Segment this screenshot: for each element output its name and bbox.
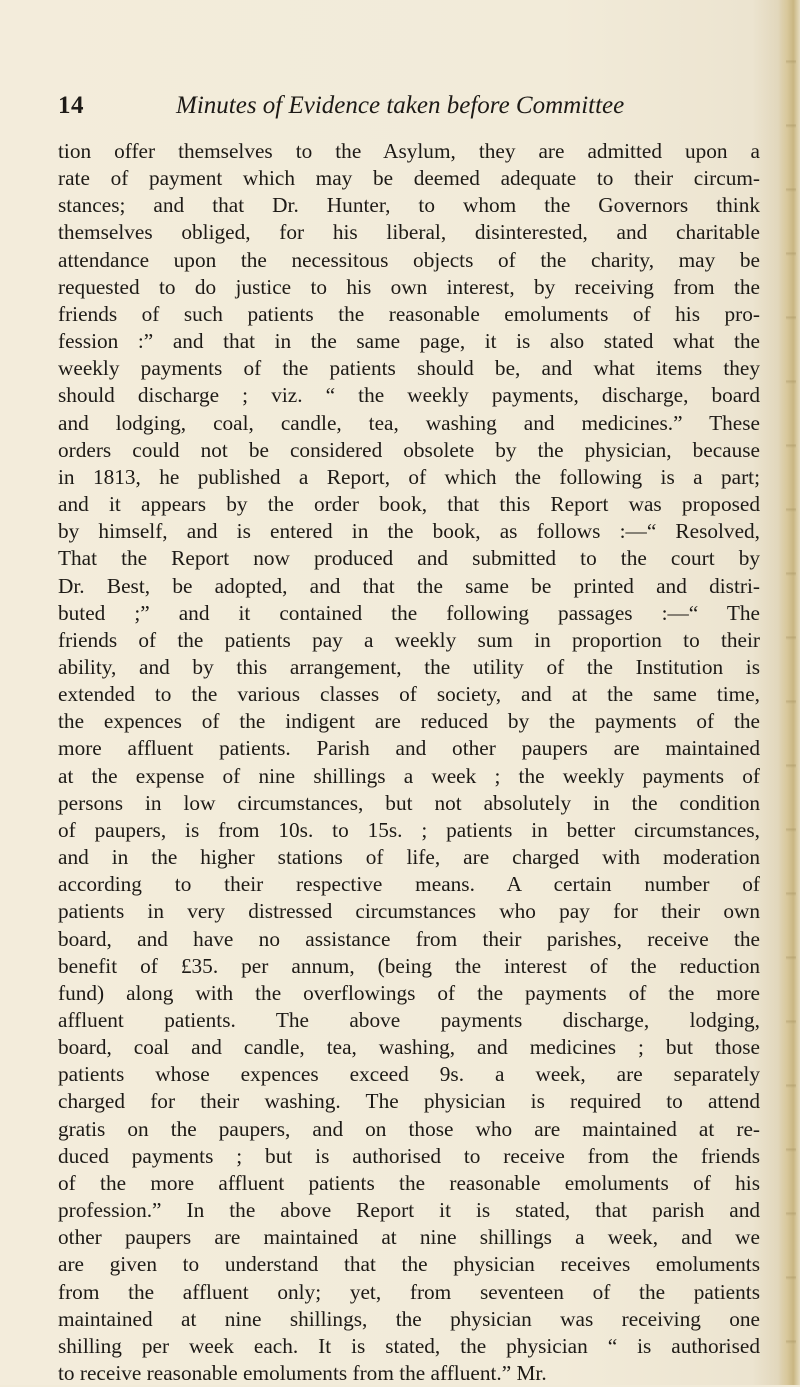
text-line: persons in low circumstances, but not absolutely in the condition (58, 790, 760, 815)
text-line: should discharge ; viz. “ the weekly payments, discharge, board (58, 383, 760, 408)
text-line: and lodging, coal, candle, tea, washing and medicines.” These (58, 410, 760, 435)
text-line: stances; and that Dr. Hunter, to whom the Governors think (58, 193, 760, 218)
text-line: board, and have no assistance from their parishes, receive the (58, 926, 760, 951)
body-text (58, 138, 760, 1387)
text-line: are given to understand that the physician receives emoluments (58, 1252, 760, 1277)
page-header (58, 92, 758, 128)
text-line: requested to do justice to his own interest, by receiving from the (58, 274, 760, 299)
text-line: benefit of £35. per annum, (being the interest of the reduction (58, 953, 760, 978)
text-line: from the affluent only; yet, from seventeen of the patients (58, 1279, 760, 1304)
text-line: board, coal and candle, tea, washing, and medicines ; but those (58, 1035, 760, 1060)
page-stack-edge (786, 0, 796, 1385)
text-line: themselves obliged, for his liberal, disinterested, and charitable (58, 220, 760, 245)
text-line: to receive reasonable emoluments from the affluent.” Mr. (58, 1361, 547, 1386)
text-line: attendance upon the necessitous objects of the charity, may be (58, 247, 760, 272)
text-line: friends of such patients the reasonable emoluments of his pro- (58, 301, 760, 326)
text-line: That the Report now produced and submitted to the court by (58, 546, 760, 571)
text-line: the expences of the indigent are reduced by the payments of the (58, 709, 760, 734)
text-line: charged for their washing. The physician is required to attend (58, 1089, 760, 1114)
text-line: at the expense of nine shillings a week ; the weekly payments of (58, 763, 760, 788)
text-line: affluent patients. The above payments discharge, lodging, (58, 1008, 760, 1032)
page-number: 14 (58, 92, 84, 119)
text-line: rate of payment which may be deemed adequate to their circum- (58, 166, 760, 191)
text-line: maintained at nine shillings, the physician was receiving one (58, 1306, 760, 1331)
text-line: orders could not be considered obsolete by the physician, because (58, 437, 760, 462)
text-line: and it appears by the order book, that this Report was proposed (58, 492, 760, 517)
text-line: tion offer themselves to the Asylum, they are admitted upon a (58, 139, 760, 163)
text-line: and in the higher stations of life, are charged with moderation (58, 845, 760, 870)
text-line: by himself, and is entered in the book, as follows :—“ Resolved, (58, 519, 760, 544)
text-line: duced payments ; but is authorised to receive from the friends (58, 1143, 760, 1168)
text-line: of the more affluent patients the reasonable emoluments of his (58, 1170, 760, 1195)
text-line: fession :” and that in the same page, it is also stated what the (58, 329, 760, 354)
text-line: in 1813, he published a Report, of which the following is a part; (58, 464, 760, 489)
text-line: weekly payments of the patients should be, and what items they (58, 356, 760, 381)
text-line: ability, and by this arrangement, the utility of the Institution is (58, 654, 760, 679)
text-line: Dr. Best, be adopted, and that the same be printed and distri- (58, 573, 760, 598)
text-line: more affluent patients. Parish and other paupers are maintained (58, 736, 760, 761)
text-line: extended to the various classes of society, and at the same time, (58, 682, 760, 707)
text-line: friends of the patients pay a weekly sum in proportion to their (58, 627, 760, 652)
text-line: fund) along with the overflowings of the payments of the more (58, 980, 760, 1005)
text-line: of paupers, is from 10s. to 15s. ; patients in better circumstances, (58, 817, 760, 842)
text-line: profession.” In the above Report it is stated, that parish and (58, 1198, 760, 1223)
text-line: gratis on the paupers, and on those who are maintained at re- (58, 1116, 760, 1141)
text-line: patients in very distressed circumstances who pay for their own (58, 899, 760, 924)
text-line: other paupers are maintained at nine shillings a week, and we (58, 1225, 760, 1250)
running-title: Minutes of Evidence taken before Committee (176, 92, 625, 119)
text-line: shilling per week each. It is stated, the physician “ is authorised (58, 1333, 760, 1358)
text-line: patients whose expences exceed 9s. a week, are separately (58, 1062, 760, 1087)
text-line: according to their respective means. A certain number of (58, 872, 760, 897)
text-line: buted ;” and it contained the following passages :—“ The (58, 600, 760, 625)
